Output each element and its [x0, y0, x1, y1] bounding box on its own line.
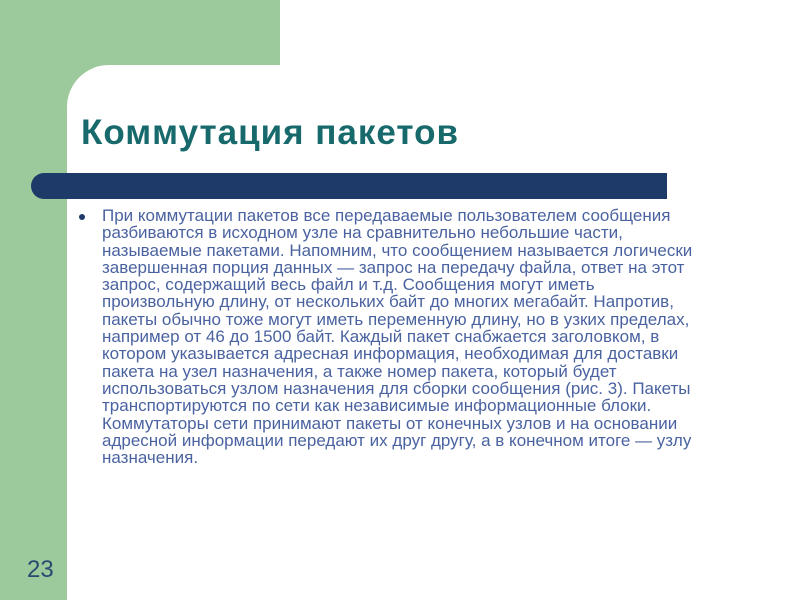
body-text-line: называемые пакетами. Напомним, что сообщением называется логически [102, 240, 693, 260]
body-text-line: пакеты обычно тоже могут иметь переменную длину, но в узких пределах, [102, 309, 690, 329]
body-text-line: запрос, содержащий весь файл и т.д. Сообщения могут иметь [102, 275, 595, 295]
body-text-line: пакета на узел назначения, а также номер пакета, который будет [102, 361, 617, 381]
body-text-line: Коммутаторы сети принимают пакеты от конечных узлов и на основании [102, 413, 678, 433]
body-text-line: использоваться узлом назначения для сборки сообщения (рис. 3). Пакеты [102, 378, 691, 398]
body-text-line: например от 46 до 1500 байт. Каждый пакет снабжается заголовком, в [102, 327, 660, 347]
bullet-text-block [102, 207, 752, 466]
body-text-line: назначения. [102, 448, 199, 468]
body-text-line: разбиваются в исходном узле на сравнительно небольшие части, [102, 223, 623, 243]
body-text-line: произвольную длину, от нескольких байт до многих мегабайт. Напротив, [102, 292, 674, 312]
body-text-line: адресной информации передают их друг другу, а в конечном итоге — узлу [102, 430, 692, 450]
page-number: 23 [27, 556, 54, 583]
body-text-line: завершенная порция данных — запрос на передачу файла, ответ на этот [102, 257, 685, 277]
body-text-line: транспортируются по сети как независимые информационные блоки. [102, 396, 652, 416]
body-text-line: котором указывается адресная информация, необходимая для доставки [102, 344, 679, 364]
bullet-icon [79, 214, 85, 220]
title-divider-bar [31, 173, 667, 199]
body-text-line: При коммутации пакетов все передаваемые пользователем сообщения [102, 206, 671, 225]
slide-title: Коммутация пакетов [81, 113, 459, 152]
